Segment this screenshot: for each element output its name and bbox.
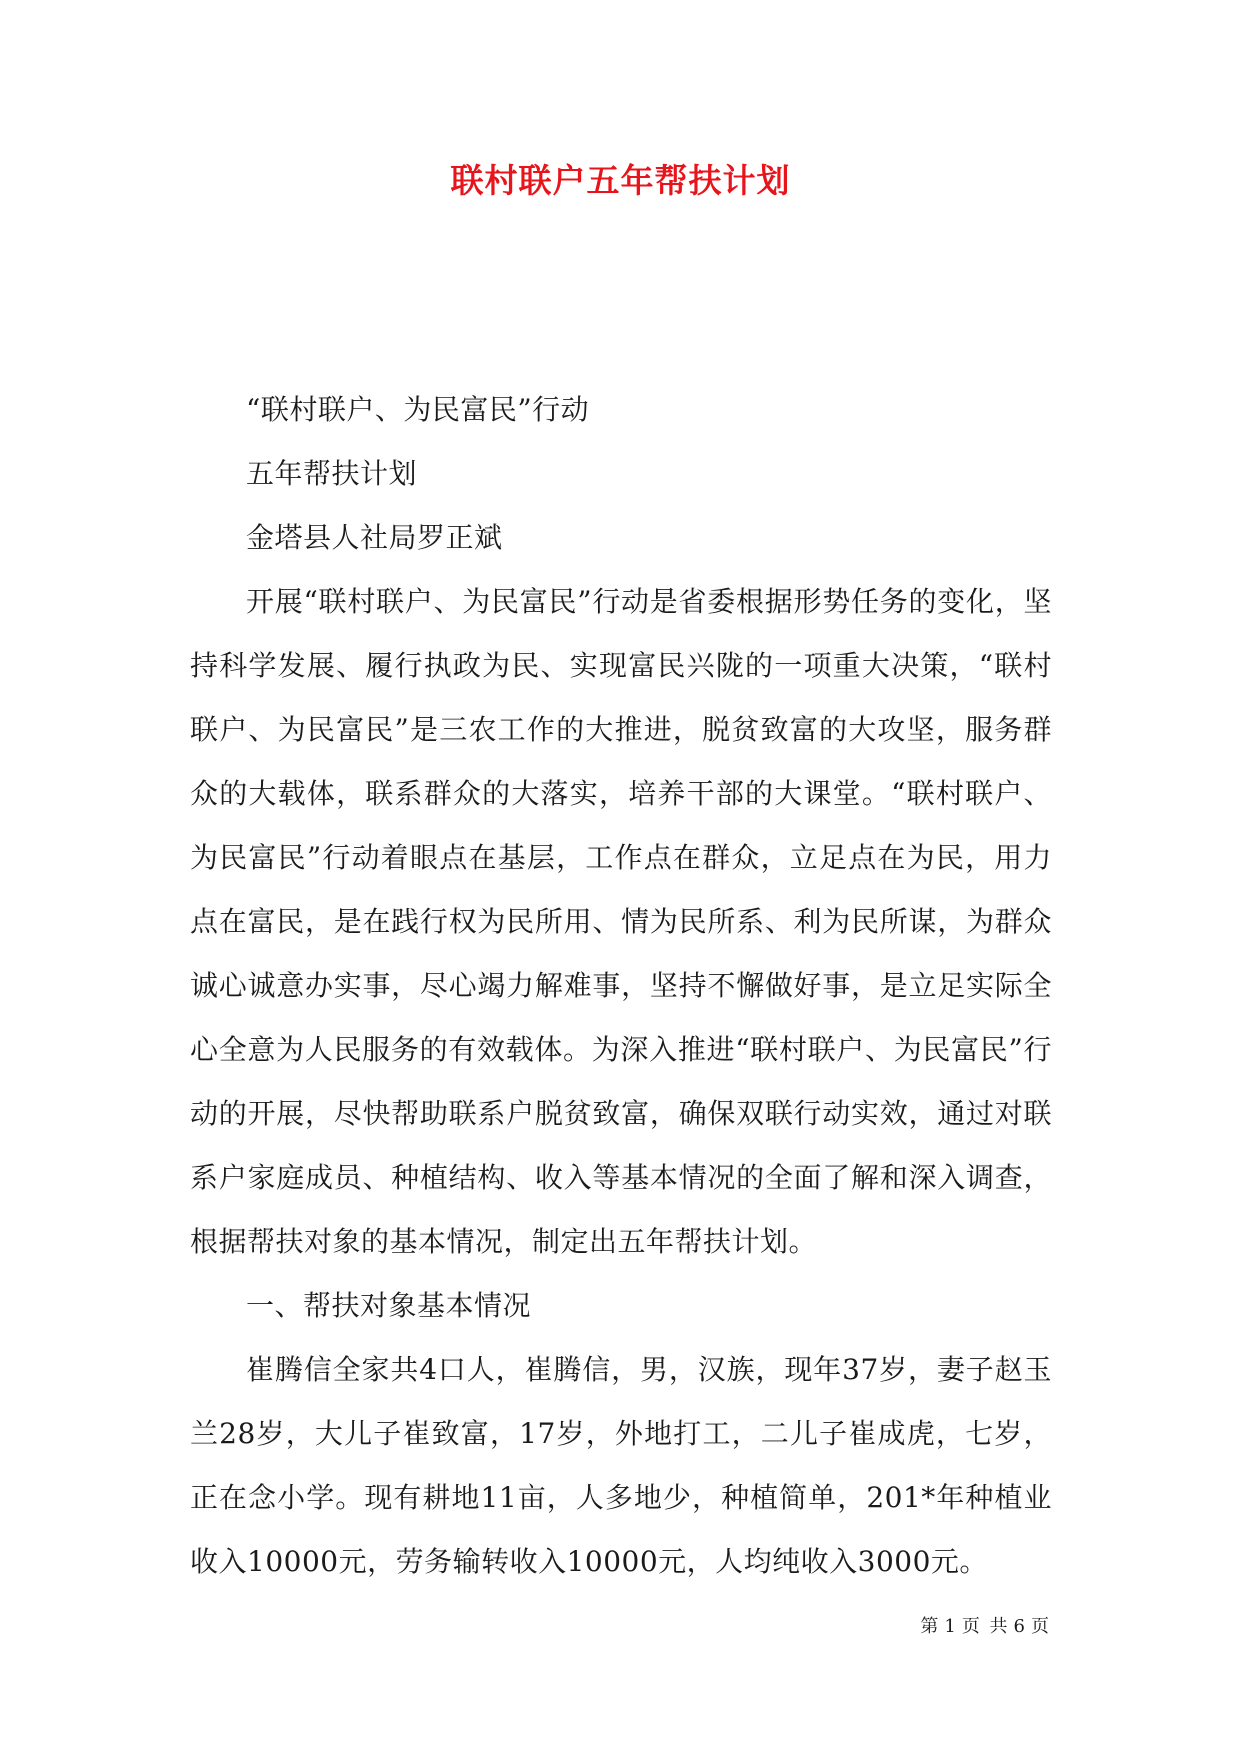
page-label-suffix: 页 <box>1031 1616 1049 1637</box>
document-body <box>190 378 1052 1594</box>
page-total: 6 <box>1013 1616 1025 1637</box>
page-current: 1 <box>944 1616 956 1637</box>
page-label-prefix: 第 <box>920 1616 939 1637</box>
heading-plan-name: 五年帮扶计划 <box>246 457 418 490</box>
section-heading-basic-info: 一、帮扶对象基本情况 <box>246 1289 532 1322</box>
author-line: 金塔县人社局罗正斌 <box>246 521 503 554</box>
intro-paragraph: 开展“联村联户、为民富民”行动是省委根据形势任务的变化，坚持科学发展、履行执政为民、实现富民兴陇的一项重大决策，“联村联户、为民富民”是三农工作的大推进，脱贫致富的大攻坚，服务群众的大载体，联系群众的大落实，培养干部的大课堂。“联村联户、为民富民”行动着眼点在基层，工作点在群众，立足点在为民，用力点在富民，是在践行权为民所用、情为民所系、利为民所谋，为群众诚心诚意办实事，尽心竭力解难事，坚持不懈做好事，是立足实际全心全意为人民服务的有效载体。为深入推进“联村联户、为民富民”行动的开展，尽快帮助联系户脱贫致富，确保双联行动实效，通过对联系户家庭成员、种植结构、收入等基本情况的全面了解和深入调查，根据帮扶对象的基本情况，制定出五年帮扶计划。 <box>190 585 1052 1258</box>
document-title: 联村联户五年帮扶计划 <box>450 161 791 200</box>
basic-info-paragraph: 崔腾信全家共4口人，崔腾信，男，汉族，现年37岁，妻子赵玉兰28岁，大儿子崔致富，17岁，外地打工，二儿子崔成虎，七岁，正在念小学。现有耕地11亩，人多地少，种植简单，201*年种植业收入10000元，劳务输转收入10000元，人均纯收入3000元。 <box>190 1353 1052 1578</box>
heading-action-name: “联村联户、为民富民”行动 <box>246 393 590 426</box>
page-number-footer <box>0 1612 1052 1638</box>
page-label-mid: 页 共 <box>961 1616 1008 1637</box>
